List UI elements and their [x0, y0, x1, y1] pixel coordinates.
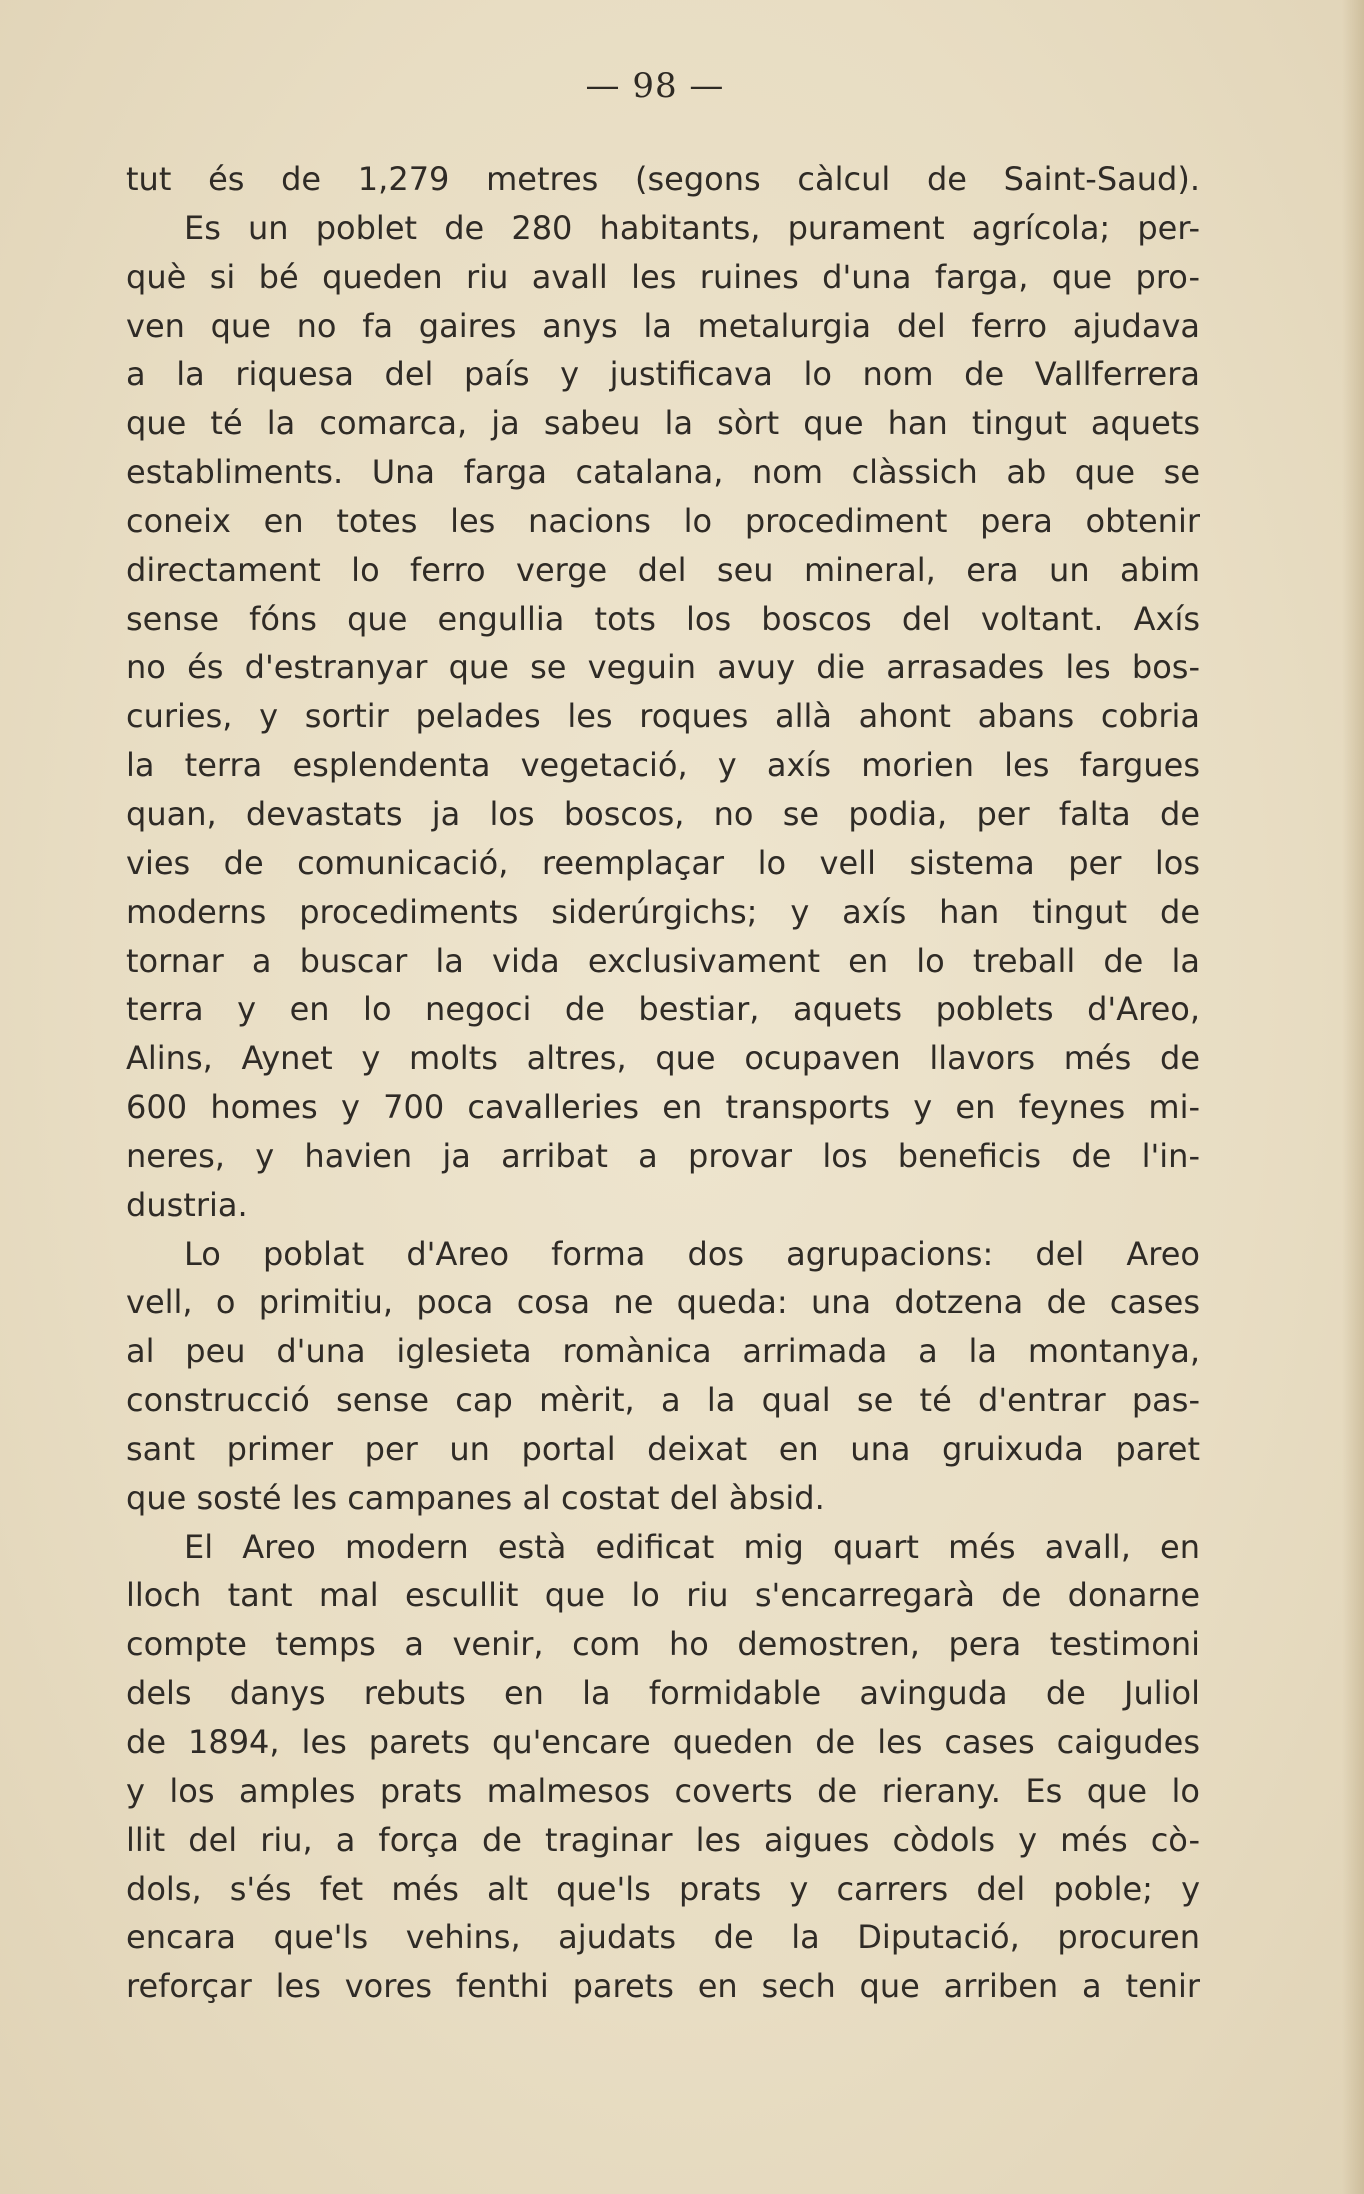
text-line: llit del riu, a força de traginar les aigues còdols y més cò- — [126, 1820, 1200, 1859]
text-line: dels danys rebuts en la formidable avinguda de Juliol — [126, 1674, 1200, 1713]
text-line: sense fóns que engullia tots los boscos del voltant. Axís — [126, 599, 1200, 638]
text-line: Es un poblet de 280 habitants, purament agrícola; per- — [184, 208, 1200, 247]
text-line: que té la comarca, ja sabeu la sòrt que han tingut aquets — [126, 404, 1200, 443]
text-line: no és d'estranyar que se veguin avuy die arrasades les bos- — [126, 648, 1200, 687]
text-line: directament lo ferro verge del seu mineral, era un abim — [126, 550, 1200, 589]
text-line: a la riquesa del país y justificava lo nom de Vallferrera — [126, 355, 1200, 394]
text-line: vell, o primitiu, poca cosa ne queda: una dotzena de cases — [126, 1283, 1200, 1322]
text-line: establiments. Una farga catalana, nom clàssich ab que se — [126, 453, 1200, 492]
text-line: moderns procediments siderúrgichs; y axís han tingut de — [126, 892, 1200, 931]
text-line: construcció sense cap mèrit, a la qual se té d'entrar pas- — [126, 1381, 1200, 1420]
text-line: la terra esplendenta vegetació, y axís morien les fargues — [126, 746, 1200, 785]
page-edge-shadow — [1342, 0, 1364, 2194]
text-line: Alins, Aynet y molts altres, que ocupaven llavors més de — [126, 1039, 1200, 1078]
text-line: neres, y havien ja arribat a provar los beneficis de l'in- — [126, 1136, 1200, 1175]
text-line: reforçar les vores fenthi parets en sech que arriben a tenir — [126, 1967, 1200, 2006]
text-line: y los amples prats malmesos coverts de rierany. Es que lo — [126, 1771, 1200, 1810]
text-line: 600 homes y 700 cavalleries en transports y en feynes mi- — [126, 1088, 1200, 1127]
text-line: curies, y sortir pelades les roques allà ahont abans cobria — [126, 697, 1200, 736]
text-line: quan, devastats ja los boscos, no se podia, per falta de — [126, 794, 1200, 833]
body-text — [126, 155, 1200, 2011]
text-line: tornar a buscar la vida exclusivament en lo treball de la — [126, 941, 1200, 980]
text-line: sant primer per un portal deixat en una gruixuda paret — [126, 1429, 1200, 1468]
text-line: tut és de 1,279 metres (segons càlcul de Saint-Saud). — [126, 160, 1200, 198]
text-line: encara que'ls vehins, ajudats de la Diputació, procuren — [126, 1918, 1200, 1957]
text-line: lloch tant mal escullit que lo riu s'encarregarà de donarne — [126, 1576, 1200, 1615]
page-number: — 98 — — [585, 66, 725, 106]
text-line: al peu d'una iglesieta romànica arrimada a la montanya, — [126, 1332, 1200, 1371]
text-line: què si bé queden riu avall les ruines d'una farga, que pro- — [126, 257, 1200, 296]
text-line: El Areo modern està edificat mig quart més avall, en — [184, 1527, 1200, 1566]
text-line: Lo poblat d'Areo forma dos agrupacions: del Areo — [184, 1234, 1200, 1273]
text-line: coneix en totes les nacions lo procediment pera obtenir — [126, 501, 1200, 540]
text-line: de 1894, les parets qu'encare queden de les cases caigudes — [126, 1723, 1200, 1761]
text-line: ven que no fa gaires anys la metalurgia del ferro ajudava — [126, 306, 1200, 345]
text-line: dols, s'és fet més alt que'ls prats y carrers del poble; y — [126, 1869, 1200, 1908]
text-line: compte temps a venir, com ho demostren, pera testimoni — [126, 1625, 1200, 1664]
text-line: vies de comunicació, reemplaçar lo vell sistema per los — [126, 843, 1200, 882]
text-line: dustria. — [126, 1185, 248, 1224]
text-line: terra y en lo negoci de bestiar, aquets poblets d'Areo, — [126, 990, 1200, 1029]
text-line: que sosté les campanes al costat del àbsid. — [126, 1478, 825, 1517]
